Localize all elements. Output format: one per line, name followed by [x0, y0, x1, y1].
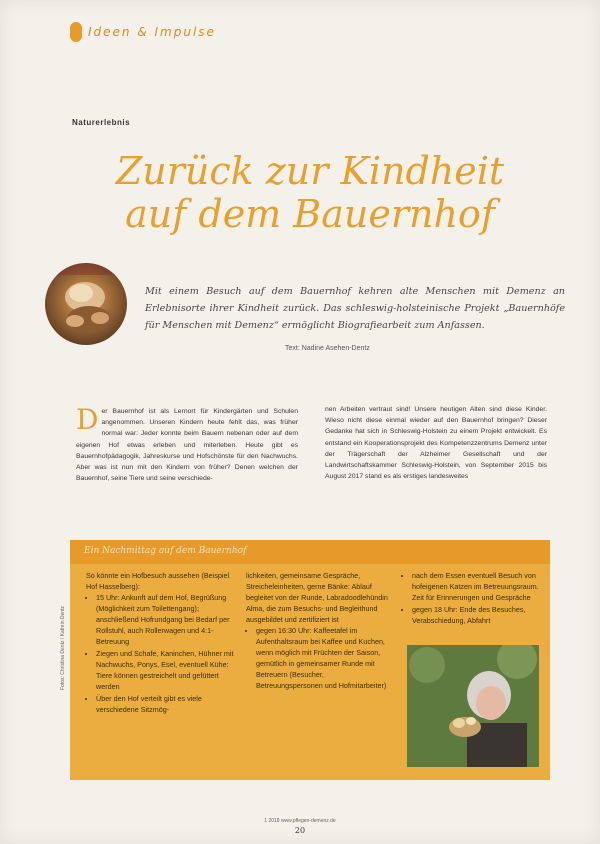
footer-url: 1 2018 www.pflegen-demenz.de: [264, 818, 336, 824]
body-text-left: er Bauernhof ist als Lernort für Kindergärten und Schulen angenommen. Unseren Kindern heute fehlt das, was früher normal war: Jeder konnte beim Bauern nebenan oder auf dem eigenen Hof etwas erleben und miterleben. Heute gibt es Bauernhofpädagogik, Jahreskurse und Hofschönste für den Nachwuchs. Aber was ist nun mit den Kindern von früher? Denen welchen der Bauernhof, seine Tiere und seine verschiede-: [76, 408, 298, 483]
woman-with-flowers-image: [407, 645, 539, 767]
info-box-list-3: [402, 570, 540, 626]
body-column-left: [76, 403, 298, 484]
elderly-hands-photo: [45, 263, 127, 345]
intro-text: Mit einem Besuch auf dem Bauernhof kehren alte Menschen mit Demenz an Erlebnisorte ihrer Kindheit zurück. Das schleswig-holsteinische Projekt „Bauernhöfe für Menschen mit Demenz“ ermöglicht Biografiearbeit zum Anfassen.: [145, 286, 565, 331]
list-item: • 15 Uhr: Ankunft auf dem Hof, Begrüßung (Möglichkeit zum Toilettengang); anschließend Hofrundgang bei Bedarf per Rollstuhl, auch Rollerwagen und 4:1-Betreuung: [96, 592, 234, 647]
page-number: 20: [294, 826, 306, 835]
section-label: Ideen & Impulse: [88, 25, 216, 39]
list-item: • gegen 18 Uhr: Ende des Besuches, Verabschiedung, Abfahrt: [412, 604, 540, 626]
list-item: • Über den Hof verteilt gibt es viele verschiedene Sitzmög-: [96, 693, 234, 715]
info-box-column-3: [402, 570, 540, 627]
elderly-woman-photo: [407, 645, 539, 767]
section-header: [70, 22, 216, 42]
info-box-title: Ein Nachmittag auf dem Bauernhof: [84, 546, 247, 556]
intro-photo: [45, 263, 127, 345]
info-box-list-2: [246, 625, 392, 691]
info-box: [70, 540, 550, 780]
list-item: • gegen 16:30 Uhr: Kaffeetafel im Aufenthaltsraum bei Kaffee und Kuchen, wenn möglich mit Früchten der Saison, gemütlich in gemeinsamer Runde mit Betreuern (Besucher, Betreuungspersonen und Hofmitarbeiter): [256, 625, 392, 691]
list-item: • nach dem Essen eventuell Besuch von hofeigenen Katzen im Betreuungsraum. Zeit für Erinnerungen und Gespräche: [412, 570, 540, 603]
info-box-intro: So könnte ein Hofbesuch aussehen (Beispiel Hof Hasselberg):: [86, 571, 230, 591]
kicker: Naturerlebnis: [72, 118, 131, 127]
drop-cap: D: [76, 403, 99, 436]
headline-line-2: auf dem Bauernhof: [125, 192, 495, 236]
byline: Text: Nadine Asehen-Dentz: [285, 345, 370, 352]
info-box-column-2: [246, 570, 392, 692]
info-box-header: [70, 540, 550, 564]
list-item: • Ziegen und Schafe, Kaninchen, Hühner mit Nachwuchs, Ponys, Esel, eventuell Kühe: Tiere können gestreichelt und gefüttert werden: [96, 648, 234, 692]
photo-credit: Fotos: Christina Dentz / Kathrin Dentz: [60, 606, 66, 690]
section-marker-icon: [70, 22, 82, 42]
info-box-list-1: [86, 592, 234, 715]
info-box-continued-text: lichkeiten, gemeinsame Gespräche, Streicheleinheiten, gerne Bänke: Ablauf begleitet von der Runde, Labradoodlehündin Alma, die zum Besuchs- und Begleithund ausgebildet und zertifiziert ist: [246, 571, 388, 624]
info-box-column-1: [86, 570, 234, 716]
headline-line-1: Zurück zur Kindheit: [115, 149, 505, 193]
headline: [70, 150, 550, 236]
body-column-right: nen Arbeiten vertraut sind! Unsere heutigen Alten sind diese Kinder. Wieso nicht diese einmal wieder auf den Bauernhof bringen? Dieser Gedanke hat sich in Schleswig-Holstein zu einem Projekt entwickelt. Es entstand ein Kooperationsprojekt des Kompetenzzentrums Demenz unter der Trägerschaft der Alzheimer Gesellschaft und der Landwirtschaftskammer Schleswig-Holstein, von September 2015 bis August 2017 stand es als erstiges landesweites: [325, 406, 547, 481]
